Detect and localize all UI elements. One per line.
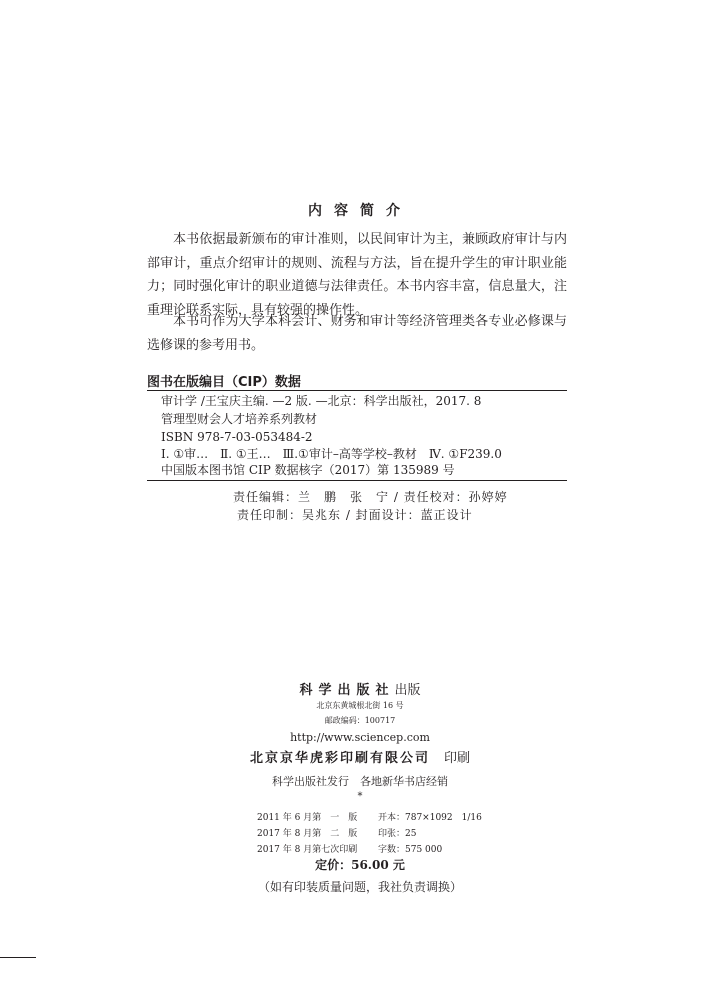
quality-notice: （如有印装质量问题，我社负责调换） <box>257 880 462 894</box>
cip-heading: 图书在版编目（CIP）数据 <box>147 375 301 390</box>
cip-line-isbn: ISBN 978-7-03-053484-2 <box>161 430 313 444</box>
cip-line-record-number: 中国版本图书馆 CIP 数据核字（2017）第 135989 号 <box>161 463 455 477</box>
printing-count: 2017 年 8 月第七次印刷 <box>257 845 358 855</box>
printed-sheets: 印张：25 <box>378 829 417 839</box>
corner-rule <box>0 957 36 958</box>
cip-line-series: 管理型财会人才培养系列教材 <box>161 412 318 426</box>
separator-star: * <box>357 791 363 802</box>
cip-line-classification: Ⅰ. ①审… Ⅱ. ①王… Ⅲ.①审计–高等学校–教材 Ⅳ. ①F239.0 <box>161 447 502 461</box>
distribution-line: 科学出版社发行 各地新华书店经销 <box>272 775 448 788</box>
format-size: 开本：787×1092 1/16 <box>378 813 482 823</box>
cip-top-rule <box>147 390 567 391</box>
publisher-name: 科学出版社 <box>299 683 395 698</box>
summary-title: 内容简介 <box>308 203 412 219</box>
publisher-website: http://www.sciencep.com <box>290 731 430 744</box>
summary-paragraph-2: 本书可作为大学本科会计、财务和审计等经济管理类各专业必修课与选修课的参考用书。 <box>147 314 567 353</box>
printer-line <box>0 747 720 766</box>
word-count: 字数：575 000 <box>378 845 443 855</box>
publisher-suffix: 出版 <box>394 683 421 698</box>
price: 定价：56.00 元 <box>315 858 405 872</box>
cip-bottom-rule <box>147 480 567 481</box>
printer-suffix: 印刷 <box>444 751 471 766</box>
publisher-address: 北京东黄城根北街 16 号 <box>316 701 404 710</box>
publisher-line <box>0 679 720 698</box>
edition-first: 2011 年 6 月第 一 版 <box>257 813 358 823</box>
printer-name: 北京京华虎彩印刷有限公司 <box>249 751 430 766</box>
publisher-postcode: 邮政编码：100717 <box>324 716 396 725</box>
summary-paragraph-1: 本书依据最新颁布的审计准则，以民间审计为主，兼顾政府审计与内部审计，重点介绍审计的规则、流程与方法，旨在提升学生的审计职业能力；同时强化审计的职业道德与法律责任。本书内容丰富，信息量大，注重理论联系实际，具有较强的操作性。 <box>147 232 567 318</box>
edition-second: 2017 年 8 月第 二 版 <box>257 829 358 839</box>
credits-editors: 责任编辑：兰 鹏 张 宁 / 责任校对：孙婷婷 <box>233 490 508 504</box>
cip-line-title: 审计学 /王宝庆主编. —2 版. —北京：科学出版社，2017. 8 <box>161 394 482 408</box>
credits-production: 责任印制：吴兆东 / 封面设计：蓝正设计 <box>237 508 473 522</box>
